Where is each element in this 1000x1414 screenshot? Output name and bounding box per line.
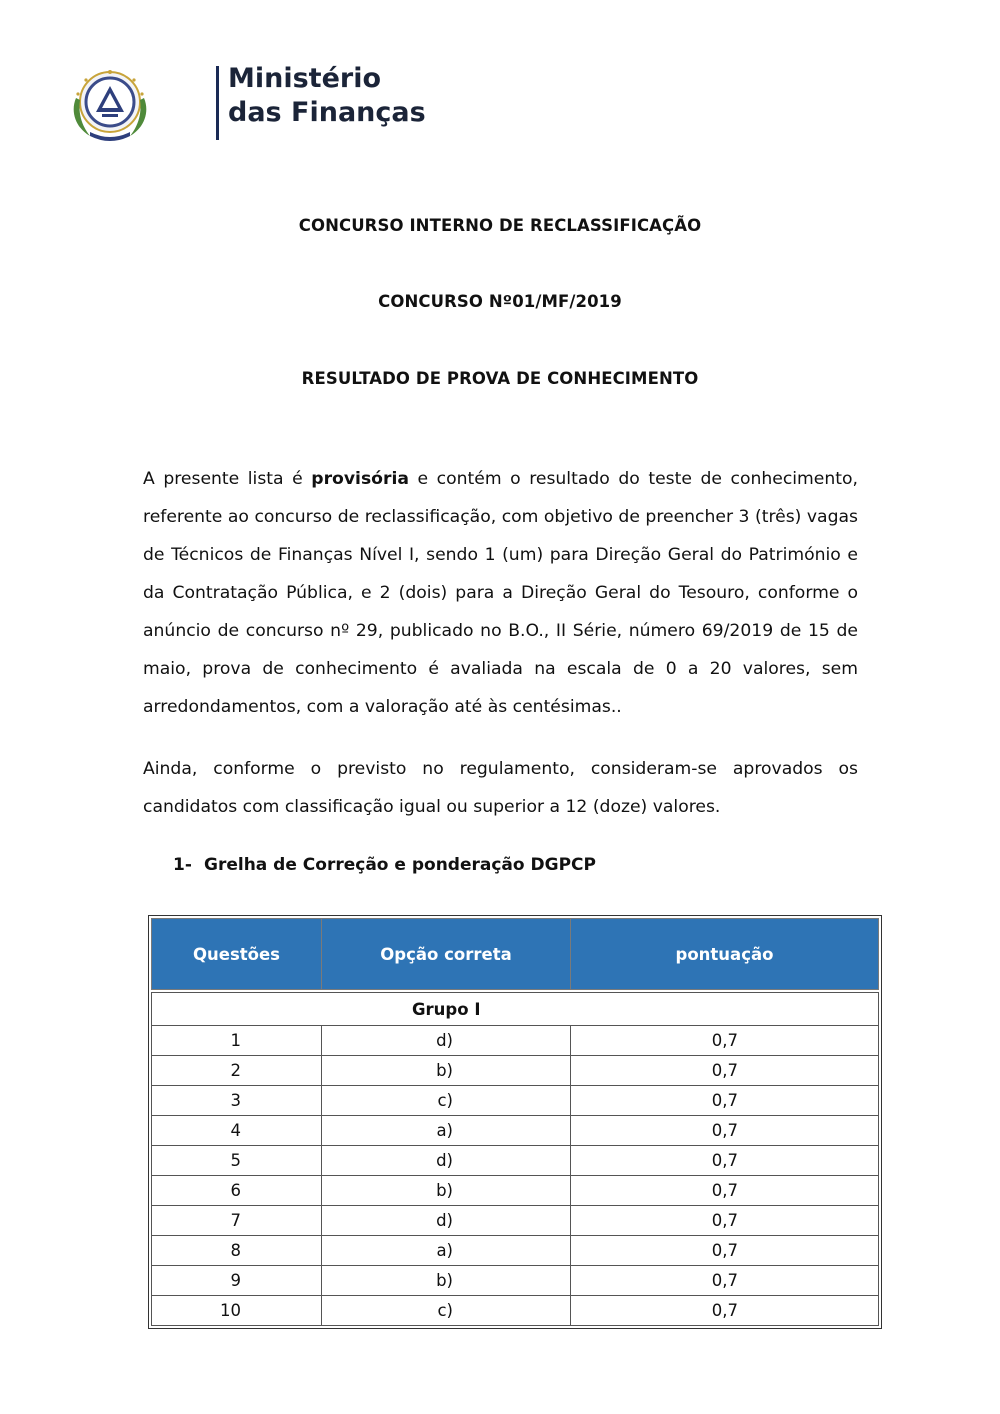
question-cell: 10 bbox=[152, 1296, 322, 1326]
answer-cell: b) bbox=[322, 1266, 571, 1296]
question-cell: 5 bbox=[152, 1146, 322, 1176]
table-row bbox=[152, 1236, 879, 1266]
intro-text-rest: e contém o resultado do teste de conhecimento, referente ao concurso de reclassificação, com objetivo de preencher 3 (três) vagas de Técnicos de Finanças Nível I, sendo 1 (um) para Direção Geral do Património e da Contratação Pública, e 2 (dois) para a Direção Geral do Tesouro, conforme o anúncio de concurso nº 29, publicado no B.O., II Série, número 69/2019 de 15 de maio, prova de conhecimento é avaliada na escala de 0 a 20 valores, sem arredondamentos, com a valoração até às centésimas.. bbox=[143, 469, 858, 717]
group-label: Grupo I bbox=[152, 993, 879, 1026]
doc-title-1: CONCURSO INTERNO DE RECLASSIFICAÇÃO bbox=[298, 216, 702, 235]
answer-cell: a) bbox=[322, 1116, 571, 1146]
logo-divider bbox=[216, 66, 219, 140]
question-cell: 8 bbox=[152, 1236, 322, 1266]
table-row bbox=[152, 1026, 879, 1056]
table-header-row bbox=[152, 919, 879, 990]
score-cell: 0,7 bbox=[571, 1056, 879, 1086]
table-row bbox=[152, 1116, 879, 1146]
answer-cell: d) bbox=[322, 1146, 571, 1176]
question-cell: 1 bbox=[152, 1026, 322, 1056]
score-cell: 0,7 bbox=[571, 1026, 879, 1056]
answer-cell: c) bbox=[322, 1296, 571, 1326]
table-row bbox=[152, 1086, 879, 1116]
section-heading bbox=[173, 855, 596, 875]
doc-title-2: CONCURSO Nº01/MF/2019 bbox=[378, 292, 622, 311]
header-questoes: Questões bbox=[152, 919, 322, 990]
intro-text-start: A presente lista é bbox=[143, 469, 312, 489]
question-cell: 3 bbox=[152, 1086, 322, 1116]
question-cell: 6 bbox=[152, 1176, 322, 1206]
score-cell: 0,7 bbox=[571, 1266, 879, 1296]
question-cell: 2 bbox=[152, 1056, 322, 1086]
logo-wordmark bbox=[228, 62, 426, 130]
answer-cell: b) bbox=[322, 1176, 571, 1206]
score-cell: 0,7 bbox=[571, 1296, 879, 1326]
header-pontuacao: pontuação bbox=[571, 919, 879, 990]
score-cell: 0,7 bbox=[571, 1116, 879, 1146]
doc-title-3: RESULTADO DE PROVA DE CONHECIMENTO bbox=[301, 369, 699, 388]
score-cell: 0,7 bbox=[571, 1146, 879, 1176]
header-opcao-correta: Opção correta bbox=[322, 919, 571, 990]
answer-cell: c) bbox=[322, 1086, 571, 1116]
score-cell: 0,7 bbox=[571, 1086, 879, 1116]
intro-paragraph bbox=[143, 460, 858, 726]
score-cell: 0,7 bbox=[571, 1236, 879, 1266]
answer-cell: a) bbox=[322, 1236, 571, 1266]
group-row bbox=[152, 993, 879, 1026]
approval-paragraph: Ainda, conforme o previsto no regulamento, consideram-se aprovados os candidatos com classificação igual ou superior a 12 (doze) valores. bbox=[143, 759, 858, 817]
question-cell: 9 bbox=[152, 1266, 322, 1296]
question-cell: 4 bbox=[152, 1116, 322, 1146]
score-cell: 0,7 bbox=[571, 1206, 879, 1236]
table-row bbox=[152, 1266, 879, 1296]
question-cell: 7 bbox=[152, 1206, 322, 1236]
table-row bbox=[152, 1206, 879, 1236]
table-row bbox=[152, 1296, 879, 1326]
correction-grid bbox=[148, 915, 882, 1329]
score-cell: 0,7 bbox=[571, 1176, 879, 1206]
table-row bbox=[152, 1146, 879, 1176]
coat-of-arms-icon bbox=[64, 62, 156, 146]
answer-cell: d) bbox=[322, 1206, 571, 1236]
logo-line-1: Ministério bbox=[228, 63, 382, 94]
table-row bbox=[152, 1056, 879, 1086]
answer-cell: b) bbox=[322, 1056, 571, 1086]
answer-cell: d) bbox=[322, 1026, 571, 1056]
logo-line-2: das Finanças bbox=[228, 97, 426, 128]
section-title: Grelha de Correção e ponderação DGPCP bbox=[204, 855, 596, 875]
correction-table bbox=[151, 918, 879, 1326]
table-row bbox=[152, 1176, 879, 1206]
section-number: 1- bbox=[173, 855, 192, 875]
intro-bold-word: provisória bbox=[311, 469, 409, 489]
